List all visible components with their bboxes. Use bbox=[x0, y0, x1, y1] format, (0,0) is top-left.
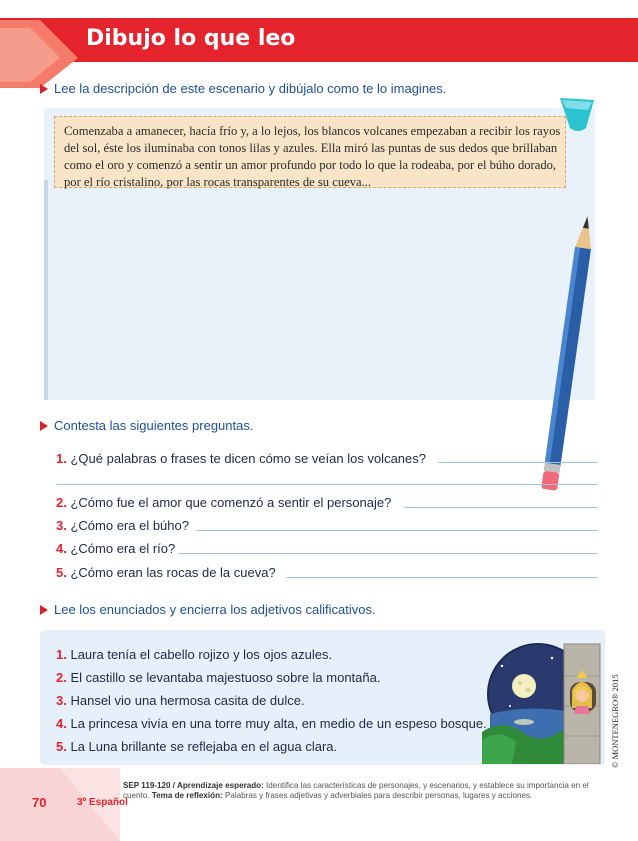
page-number: 70 bbox=[32, 795, 47, 810]
answer-line[interactable] bbox=[286, 577, 598, 578]
question-number: 5. bbox=[56, 565, 67, 580]
question-number: 4. bbox=[56, 541, 67, 556]
question-number: 1. bbox=[56, 451, 67, 466]
pencil-icon bbox=[538, 215, 598, 495]
question-text: ¿Qué palabras o frases te dicen cómo se veían los volcanes? bbox=[70, 451, 426, 466]
footer-tema-text: Palabras y frases adjetivas y adverbiales para describir personas, lugares y acciones. bbox=[222, 791, 533, 800]
answer-line[interactable] bbox=[178, 553, 598, 554]
sentence-number: 4. bbox=[56, 716, 67, 731]
quote-text: Comenzaba a amanecer, hacía frío y, a lo lejos, los blancos volcanes empezaban a recibir los rayos del sol, éste los iluminaba con tonos lilas y azules. Ella miró las puntas de sus dedos que brillaban como el oro y comenzó a sentir un amor profundo por todo lo que la rodeaba, por el búho dorado, por el río cristalino, por las rocas transparentes de su cueva... bbox=[64, 124, 561, 189]
sentence-text: Hansel vio una hermosa casita de dulce. bbox=[70, 693, 305, 708]
question-5 bbox=[56, 565, 276, 580]
instruction-adjectives: Lee los enunciados y encierra los adjetivos calificativos. bbox=[54, 602, 376, 617]
question-3 bbox=[56, 518, 189, 533]
copyright-notice bbox=[604, 600, 626, 770]
answer-line[interactable] bbox=[56, 484, 598, 485]
night-scene-illustration bbox=[482, 636, 604, 764]
sentence-number: 1. bbox=[56, 647, 67, 662]
footer-note bbox=[123, 781, 593, 801]
question-1 bbox=[56, 451, 426, 466]
instruction-drawing: Lee la descripción de este escenario y dibújalo como te lo imagines. bbox=[54, 81, 447, 96]
copyright-text: © MONTENEGRO® 2015 bbox=[610, 674, 620, 768]
grade-label: 3º Español bbox=[77, 797, 128, 808]
question-number: 3. bbox=[56, 518, 67, 533]
instruction-marker-icon bbox=[40, 605, 48, 615]
footer-sep-text: Identifica las características de personajes, y escenarios, y establece su importancia en el cuento. bbox=[123, 781, 589, 800]
answer-line[interactable] bbox=[196, 530, 598, 531]
sentence-1[interactable] bbox=[56, 647, 332, 662]
sentence-number: 3. bbox=[56, 693, 67, 708]
sentence-2[interactable] bbox=[56, 670, 380, 685]
instruction-questions: Contesta las siguientes preguntas. bbox=[54, 418, 254, 433]
footer-sep-label: SEP 119-120 / Aprendizaje esperado: bbox=[123, 781, 264, 790]
question-text: ¿Cómo fue el amor que comenzó a sentir el personaje? bbox=[70, 495, 392, 510]
question-text: ¿Cómo era el búho? bbox=[70, 518, 189, 533]
sentence-number: 2. bbox=[56, 670, 67, 685]
sentence-5[interactable] bbox=[56, 739, 337, 754]
instruction-marker-icon bbox=[40, 421, 48, 431]
page-title: Dibujo lo que leo bbox=[86, 26, 296, 51]
answer-line[interactable] bbox=[404, 507, 598, 508]
eraser-icon bbox=[556, 94, 598, 136]
question-4 bbox=[56, 541, 175, 556]
answer-line[interactable] bbox=[438, 462, 598, 463]
sentence-4[interactable] bbox=[56, 716, 487, 731]
drawing-area-edge bbox=[44, 180, 48, 400]
instruction-marker-icon bbox=[40, 84, 48, 94]
sentence-text: La princesa vivía en una torre muy alta, en medio de un espeso bosque. bbox=[70, 716, 487, 731]
question-text: ¿Cómo eran las rocas de la cueva? bbox=[70, 565, 276, 580]
sentence-text: Laura tenía el cabello rojizo y los ojos azules. bbox=[70, 647, 333, 662]
sentence-text: El castillo se levantaba majestuoso sobre la montaña. bbox=[70, 670, 381, 685]
question-2 bbox=[56, 495, 391, 510]
sentence-3[interactable] bbox=[56, 693, 305, 708]
header-corner-decoration bbox=[0, 0, 80, 90]
sentence-text: La Luna brillante se reflejaba en el agua clara. bbox=[70, 739, 338, 754]
footer-tema-label: Tema de reflexión: bbox=[151, 791, 223, 800]
sentence-number: 5. bbox=[56, 739, 67, 754]
question-text: ¿Cómo era el río? bbox=[70, 541, 176, 556]
question-number: 2. bbox=[56, 495, 67, 510]
